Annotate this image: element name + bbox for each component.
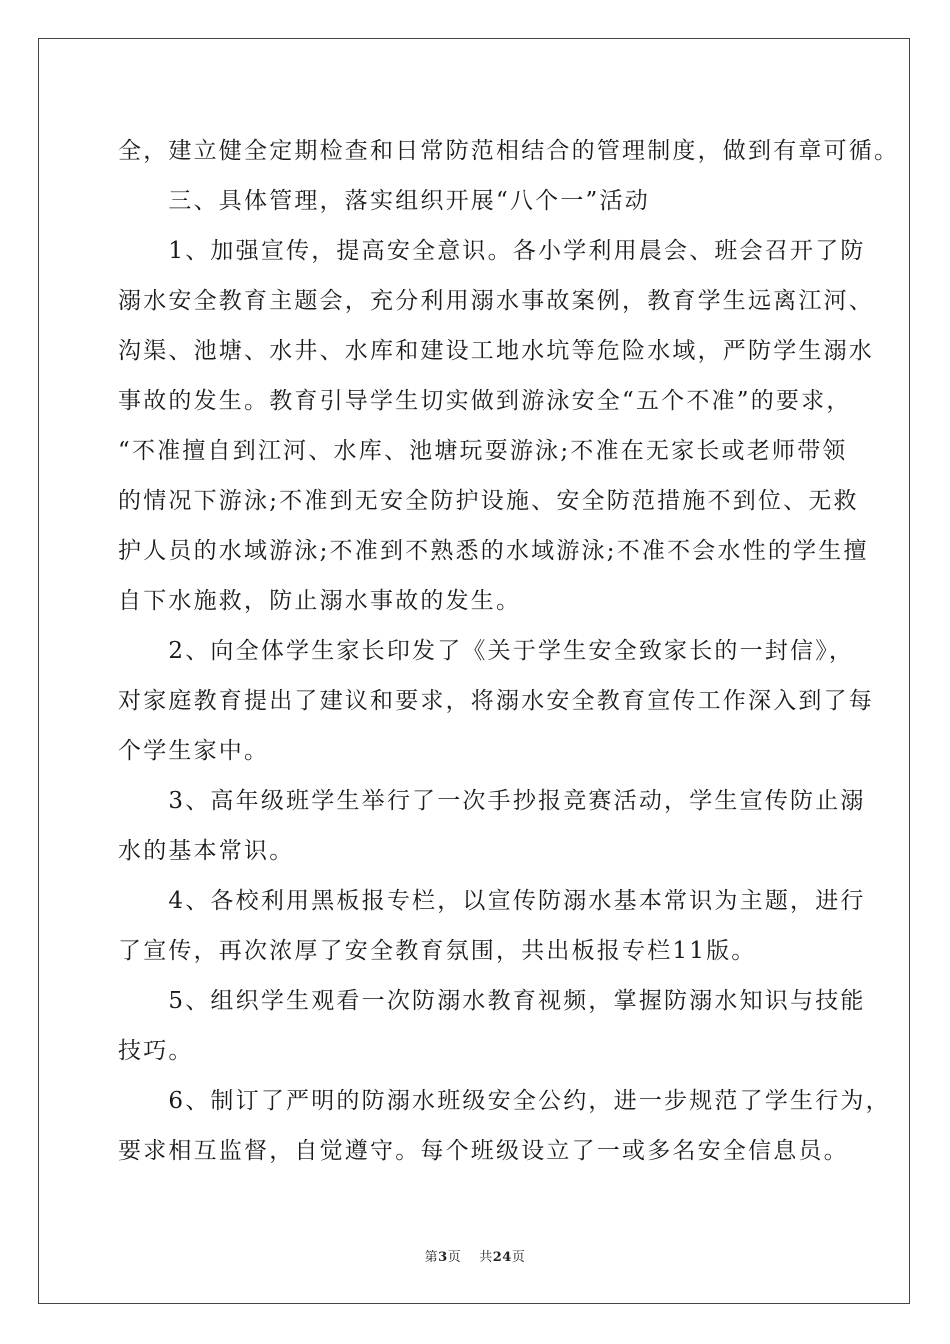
total-label-suffix: 页 bbox=[511, 1250, 526, 1265]
text-line: 技巧。 bbox=[118, 1038, 194, 1064]
text-line: 3、高年级班学生举行了一次手抄报竞赛活动，学生宣传防止溺 bbox=[118, 788, 866, 814]
text-line: 要求相互监督，自觉遵守。每个班级设立了一或多名安全信息员。 bbox=[118, 1138, 849, 1164]
text-line: “不准擅自到江河、水库、池塘玩耍游泳;不准在无家长或老师带领 bbox=[118, 438, 848, 464]
text-line: 水的基本常识。 bbox=[118, 838, 295, 864]
page-footer bbox=[0, 1246, 950, 1265]
page-label-prefix: 第 bbox=[424, 1250, 439, 1265]
text-line: 2、向全体学生家长印发了《关于学生安全致家长的一封信》， bbox=[118, 638, 855, 664]
text-line: 1、加强宣传，提高安全意识。各小学利用晨会、班会召开了防 bbox=[118, 238, 866, 264]
text-line: 全，建立健全定期检查和日常防范相结合的管理制度，做到有章可循。 bbox=[118, 138, 900, 164]
section-heading: 三、具体管理，落实组织开展“八个一”活动 bbox=[118, 188, 650, 214]
text-line: 沟渠、池塘、水井、水库和建设工地水坑等危险水域，严防学生溺水 bbox=[118, 338, 874, 364]
text-line: 4、各校利用黑板报专栏，以宣传防溺水基本常识为主题，进行 bbox=[118, 888, 866, 914]
total-page-count: 24 bbox=[492, 1250, 512, 1265]
text-line: 6、制订了严明的防溺水班级安全公约，进一步规范了学生行为， bbox=[118, 1088, 891, 1114]
text-line: 5、组织学生观看一次防溺水教育视频，掌握防溺水知识与技能 bbox=[118, 988, 866, 1014]
text-line: 事故的发生。教育引导学生切实做到游泳安全“五个不准”的要求， bbox=[118, 388, 852, 414]
text-line: 对家庭教育提出了建议和要求，将溺水安全教育宣传工作深入到了每 bbox=[118, 688, 874, 714]
text-line: 溺水安全教育主题会，充分利用溺水事故案例，教育学生远离江河、 bbox=[118, 288, 874, 314]
text-line: 了宣传，再次浓厚了安全教育氛围，共出板报专栏11版。 bbox=[118, 938, 757, 964]
text-line: 护人员的水域游泳;不准到不熟悉的水域游泳;不准不会水性的学生擅 bbox=[118, 538, 869, 564]
total-label-prefix: 共 bbox=[479, 1250, 493, 1265]
text-line: 个学生家中。 bbox=[118, 738, 270, 764]
text-line: 的情况下游泳;不准到无安全防护设施、安全防范措施不到位、无救 bbox=[118, 488, 859, 514]
text-line: 自下水施救，防止溺水事故的发生。 bbox=[118, 588, 522, 614]
document-body bbox=[118, 126, 900, 1176]
page-label-suffix: 页 bbox=[447, 1250, 462, 1265]
current-page-number: 3 bbox=[438, 1250, 448, 1265]
